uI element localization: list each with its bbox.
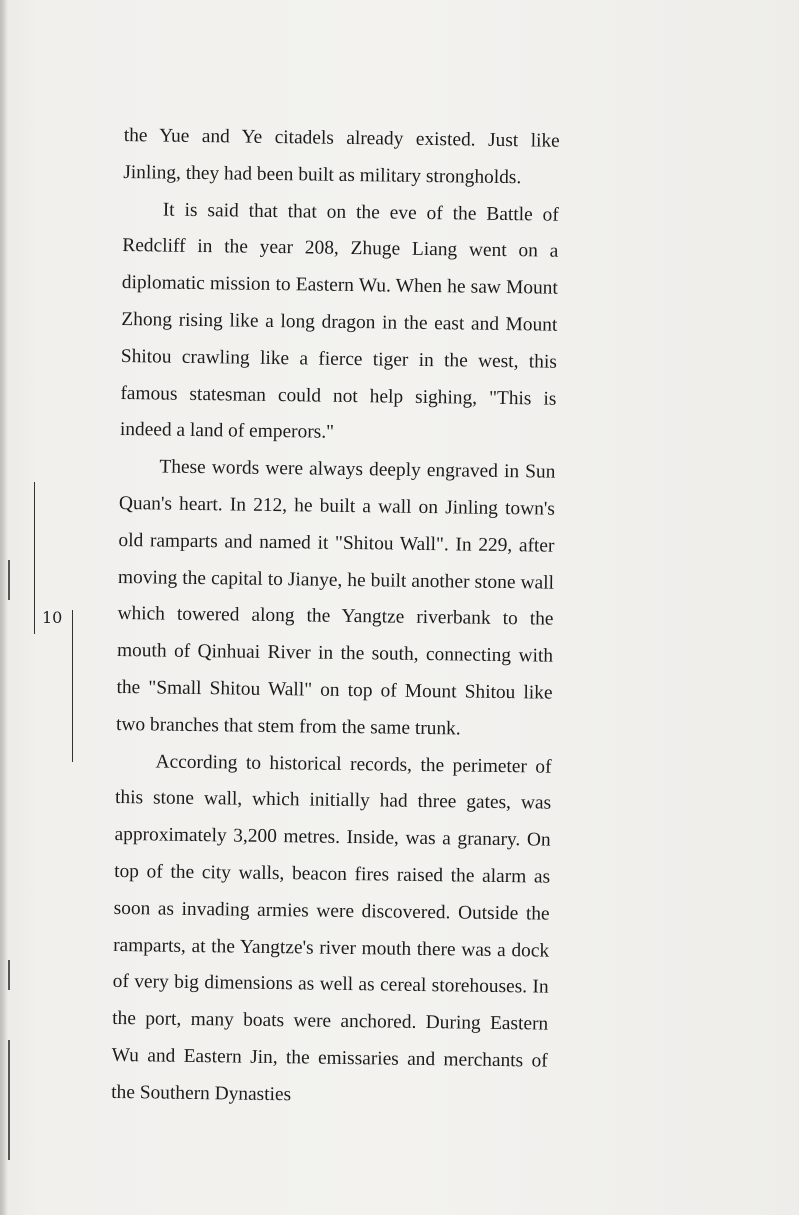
page-edge-shadow	[0, 0, 8, 1215]
margin-rule-right	[72, 610, 73, 762]
margin-tick	[8, 960, 10, 990]
paragraph: According to historical records, the perimeter of this stone wall, which initially had three gates, was approximately 3,200 metres. Inside, was a granary. On top of the city walls, beacon fires raised the alarm as soon as invading armies were discovered. Outside the ramparts, at the Yangtze's river mouth there was a dock of very big dimensions as well as cereal storehouses. In the port, many boats were anchored. During Eastern Wu and Eastern Jin, the emissaries and merchants of the Southern Dynasties	[111, 751, 552, 1105]
margin-tick	[8, 1040, 10, 1160]
page-number: 10	[42, 608, 63, 627]
margin-tick	[8, 560, 10, 600]
paragraph: These words were always deeply engraved in Sun Quan's heart. In 212, he built a wall on Jinling town's old ramparts and named it "Shitou Wall". In 229, after moving the capital to Jianye, he built another stone wall which towered along the Yangtze riverbank to the mouth of Qinhuai River in the south, connecting with the "Small Shitou Wall" on top of Mount Shitou like two branches that stem from the same trunk.	[115, 456, 556, 740]
paragraph: the Yue and Ye citadels already existed. Just like Jinling, they had been built as military strongholds.	[123, 124, 560, 189]
paragraph: It is said that that on the eve of the Battle of Redcliff in the year 208, Zhuge Liang went on a diplomatic mission to Eastern Wu. When he saw Mount Zhong rising like a long dragon in the east and Mount Shitou crawling like a fierce tiger in the west, this famous statesman could not help sighing, "This is indeed a land of emperors."	[119, 199, 559, 444]
margin-rule-left	[34, 482, 35, 634]
body-text	[111, 118, 560, 1117]
